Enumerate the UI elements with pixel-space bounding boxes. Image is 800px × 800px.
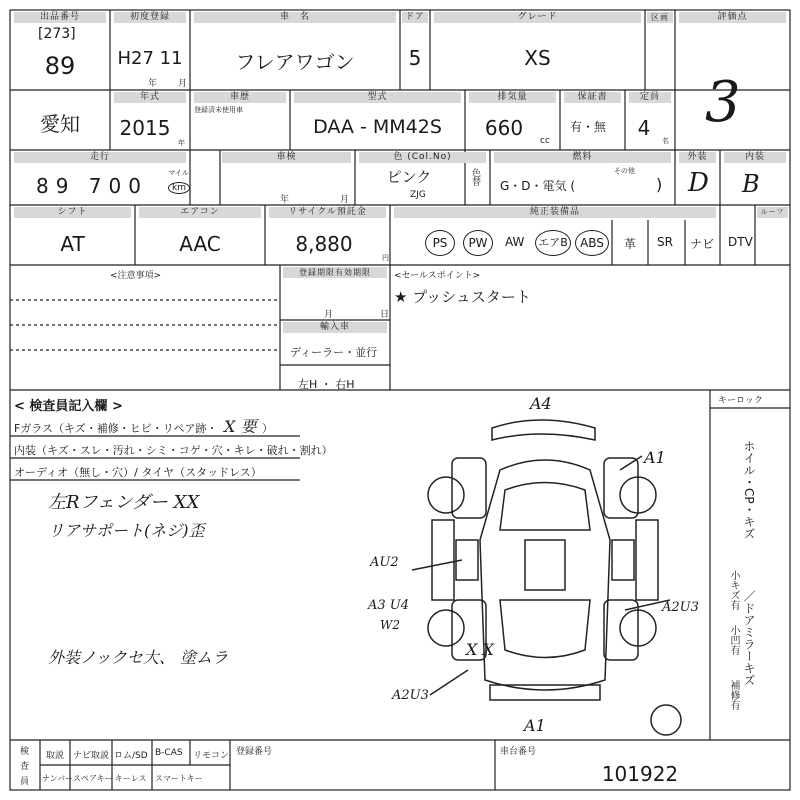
shaken-month: 月 [340,195,350,205]
imported-label: 車歴 [194,92,286,103]
fuel-other: その他 [614,167,635,175]
sticker-label: ルーフ [757,207,788,218]
equip-dtv: DTV [728,235,753,249]
chassis-value: 101922 [601,762,679,786]
glass-mark: X 要 [224,417,257,436]
recycle-label: リサイクル預託金 [269,207,386,218]
equip-airbag: エアB [535,230,571,256]
interior-label: 内装 [724,152,786,163]
audio-line: オーディオ（無し・穴）/ タイヤ（スタッドレス） [14,466,262,479]
first-reg-year: 年 [148,79,158,89]
car-name-value: フレアワゴン [235,50,355,74]
glass-line: Fガラス（キズ・補修・ヒビ・リペア跡・ [14,422,218,435]
door-value: 5 [408,46,422,70]
recycle-value: 8,880 [295,232,353,256]
mark-front-right: A1 [644,448,666,467]
footer-remote: リモコン [193,751,230,761]
lot-sub: [273] [38,26,76,42]
car-name-label: 車 名 [194,12,396,23]
reg-day: 日 [380,310,390,320]
mark-xx: X X [466,640,494,659]
handwritten-note-2: リアサポート(ネジ)歪 [48,521,205,540]
equip-pw: PW [463,230,493,256]
side-note-1: ホイル・CP・キズ [742,440,756,540]
color-label: 色 (Col.No) [359,152,486,163]
key-lock-label: キーロック [718,396,763,406]
footer-number-plate: ナンバー [42,774,74,783]
footer-manual: 取説 [46,751,65,761]
mileage-value: 89 700 [36,174,148,198]
grade-value: XS [524,46,551,70]
grade-label: グレード [434,12,641,23]
caution-label: <注意事項> [110,271,162,281]
region-value: 愛知 [40,112,80,136]
door-label: ドア [402,12,428,23]
inspector-title: < 検査員記入欄 > [14,399,123,414]
ac-label: エアコン [139,207,261,218]
mark-left-mid2: W2 [380,618,400,632]
mileage-unit: km [168,182,190,194]
year-label: 年式 [114,92,186,103]
shift-label: シフト [14,207,131,218]
imported-sub: 登録済未使用車 [194,106,243,114]
shaken-year: 年 [280,195,290,205]
lot-label: 出品番号 [14,12,106,23]
chassis-label: 車台番号 [500,747,537,757]
mark-left-side: AU2 [370,555,399,570]
fuel-value: G・D・電気 ( [500,179,576,193]
displacement-unit: cc [540,136,550,146]
footer-col1-a: 検 [20,747,30,757]
fuel-label: 燃料 [494,152,671,163]
equip-leather: 革 [624,237,637,251]
recycle-unit: 円 [382,254,389,262]
footer-col1-c: 員 [20,777,30,787]
color-value: ピンク [386,168,432,186]
equipment-label: 純正装備品 [394,207,716,218]
first-reg-value: H27 11 [117,48,183,69]
side-note-4: 小凹有 [728,625,739,655]
mark-rear: A1 [524,716,546,735]
footer-bcas: B-CAS [155,748,183,758]
shaken-value: 有・無 [570,120,607,134]
mileage-label: 走行 [14,152,186,163]
kubun-label: 区画 [647,12,673,23]
model-label: 型式 [294,92,461,103]
footer-rom-sd: ロム/SD [114,751,148,761]
sales-point-value: ★ プッシュスタート [394,288,531,306]
score-value: 3 [705,70,741,135]
mark-front: A4 [530,394,552,413]
import-label: 輸入車 [283,322,387,333]
equip-abs: ABS [575,230,609,256]
mark-rear-left: A2U3 [392,688,429,703]
model-value: DAA - MM42S [313,116,442,138]
mileage-unit-top: マイル [168,169,189,177]
equip-aw: AW [505,235,525,249]
exterior-label: 外装 [679,152,716,163]
handle-value: 左H ・ 右H [298,378,355,391]
footer-smart-key: スマートキー [155,774,203,783]
reg-number-label: 登録番号 [236,747,273,757]
lot-number: 89 [44,52,76,80]
year-unit: 年 [178,139,185,147]
capacity-unit: 名 [662,137,669,145]
equip-navi: ナビ [690,237,715,251]
exterior-value: D [688,168,709,198]
ac-value: AAC [179,232,221,256]
shaken-label: 保証書 [564,92,621,103]
footer-spare-key: スペアキー [73,774,113,783]
glass-close: ） [262,422,273,435]
side-note-5: 補修有 [728,680,739,710]
capacity-label: 定員 [629,92,671,103]
color-change: 色替 [470,168,480,186]
displacement-label: 排気量 [469,92,556,103]
displacement-value: 660 [484,116,524,140]
shaken-expiry-label: 車検 [222,152,351,163]
reg-deadline-label: 登録期限有効期限 [283,267,387,278]
footer-col1-b: 査 [20,762,30,772]
capacity-value: 4 [637,116,651,140]
footer-keyless: キーレス [115,774,147,783]
interior-value: B [742,170,760,198]
reg-month: 月 [324,310,334,320]
first-reg-label: 初度登録 [114,12,186,23]
score-label: 評価点 [679,12,786,23]
mark-left-mid1: A3 U4 [368,598,410,613]
handwritten-note-3: 外装ノックセ大、 塗ムラ [48,648,228,667]
shift-value: AT [60,232,85,256]
sales-point-label: <セールスポイント> [394,271,481,281]
equip-sr: SR [657,235,673,249]
side-note-2: ／ドアミラーキズ [742,590,756,686]
mark-right-rear: A2U3 [662,600,699,615]
handwritten-note-1: 左Rフェンダー XX [48,492,200,513]
color-code: ZJG [410,190,426,200]
interior-line: 内装（キズ・スレ・汚れ・シミ・コゲ・穴・キレ・破れ・割れ） [14,444,333,457]
side-note-3: 小キズ有 [728,570,739,610]
fuel-close: ) [656,175,663,194]
import-value: ディーラー・並行 [290,346,378,359]
equip-ps: PS [425,230,455,256]
footer-navi-manual: ナビ取説 [73,751,110,761]
year-value: 2015 [119,116,171,140]
first-reg-month: 月 [178,79,188,89]
